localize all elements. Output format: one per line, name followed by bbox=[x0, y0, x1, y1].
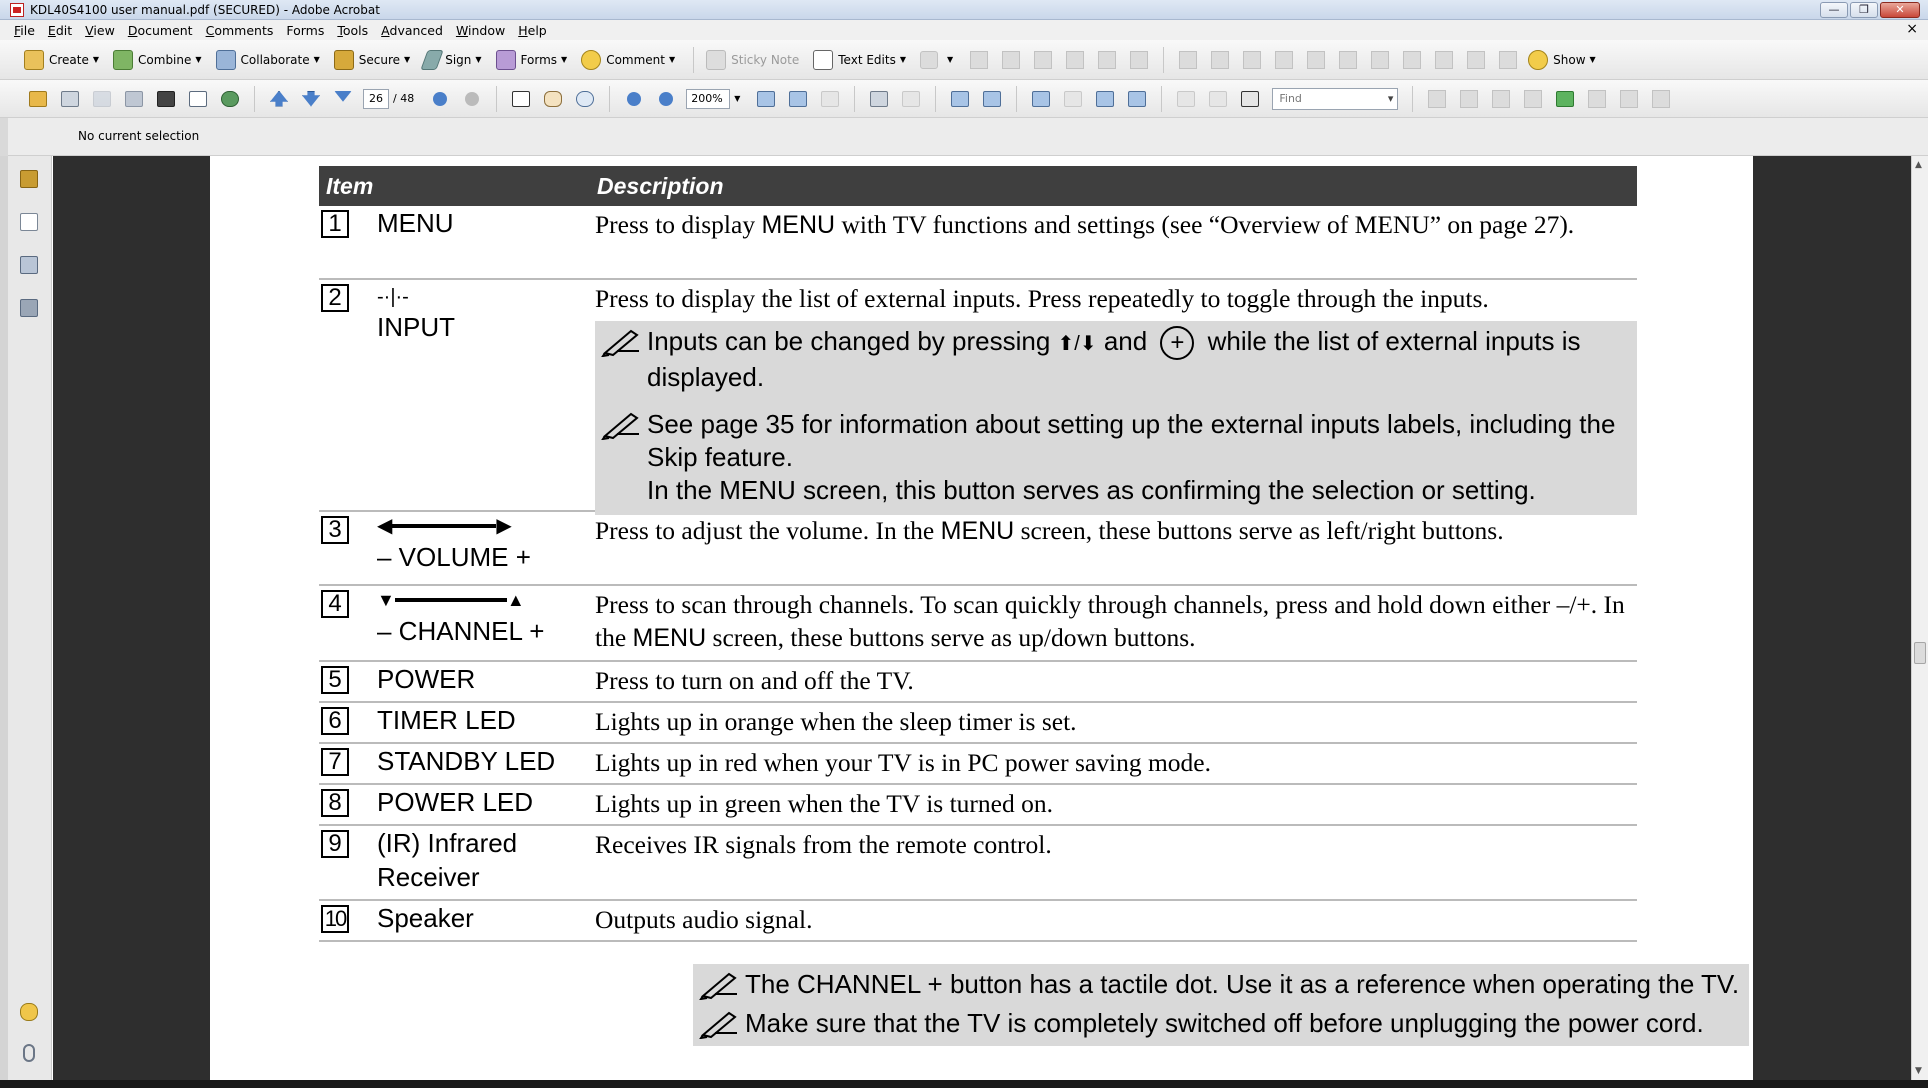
text-correction-button[interactable] bbox=[966, 47, 992, 73]
next-view-button[interactable] bbox=[459, 86, 485, 112]
lock-icon bbox=[334, 50, 354, 70]
polygon-button[interactable] bbox=[1431, 47, 1457, 73]
full-screen-button[interactable] bbox=[979, 86, 1005, 112]
rotate-button[interactable] bbox=[947, 86, 973, 112]
comment-bubble-icon bbox=[581, 50, 601, 70]
item-number: 8 bbox=[321, 789, 349, 817]
item-number: 1 bbox=[321, 210, 349, 238]
item-number: 9 bbox=[321, 830, 349, 858]
item-description: Outputs audio signal. bbox=[595, 905, 813, 934]
dropdown-caret-icon: ▼ bbox=[313, 55, 320, 64]
single-page-icon bbox=[1032, 91, 1050, 107]
copy-button[interactable] bbox=[1648, 86, 1674, 112]
status-bar bbox=[0, 118, 1928, 156]
dropdown-caret-icon: ▼ bbox=[668, 55, 676, 64]
item-description: Press to display the list of external inputs. Press repeatedly to toggle through the inputs. bbox=[595, 284, 1489, 313]
rectangle-icon bbox=[1339, 51, 1357, 69]
snapshot-icon bbox=[902, 91, 920, 107]
select-tool-button[interactable] bbox=[508, 86, 534, 112]
redo-button[interactable] bbox=[1616, 86, 1642, 112]
text-edits-button[interactable]: Text Edits ▼ bbox=[809, 46, 910, 74]
next-view-icon bbox=[465, 92, 479, 106]
touchup-icon bbox=[1524, 90, 1542, 108]
volume-arrows-icon: ◀ ▶ bbox=[377, 515, 512, 537]
bookmark-icon bbox=[20, 256, 38, 274]
up-down-arrows-icon: ⬆/⬇ bbox=[1057, 333, 1097, 355]
item-description: Lights up in orange when the sleep timer is set. bbox=[595, 707, 1077, 736]
toolbar-separator bbox=[1163, 47, 1164, 73]
pages-icon bbox=[20, 213, 38, 231]
single-continuous-button[interactable] bbox=[1060, 86, 1086, 112]
toolbar-separator bbox=[1412, 86, 1413, 112]
cloud-button[interactable] bbox=[1239, 47, 1265, 73]
hand-icon bbox=[544, 91, 562, 107]
menu-bar bbox=[0, 20, 1928, 40]
dropdown-caret-icon: ▼ bbox=[899, 55, 906, 64]
crop-icon bbox=[1460, 90, 1478, 108]
scrollbar-thumb[interactable] bbox=[1914, 642, 1926, 664]
item-name: POWER LED bbox=[377, 787, 534, 817]
arrow-up-icon bbox=[270, 91, 288, 107]
continuous-page-icon bbox=[1064, 91, 1082, 107]
dropdown-caret-icon: ▼ bbox=[195, 55, 202, 64]
dropdown-caret-icon: ▼ bbox=[475, 55, 482, 64]
note-box bbox=[595, 321, 1637, 398]
note-pen-icon bbox=[601, 410, 641, 440]
item-description: Lights up in green when the TV is turned on. bbox=[595, 789, 1053, 818]
zoom-level-input[interactable]: 200% bbox=[686, 89, 730, 109]
insert-pages-icon bbox=[1177, 91, 1195, 107]
eraser-button[interactable] bbox=[1094, 47, 1120, 73]
pages-panel-button[interactable] bbox=[18, 211, 40, 233]
attach-button[interactable] bbox=[121, 86, 147, 112]
toolbar-separator bbox=[496, 86, 497, 112]
note-text: See page 35 for information about setting up the external inputs labels, including the Skip feature. In the MENU screen, this button serves as confirming the selection or setting. bbox=[647, 409, 1616, 505]
table-row bbox=[319, 901, 1637, 942]
footnote-item bbox=[693, 964, 1749, 1005]
item-number: 4 bbox=[321, 590, 349, 618]
crop-button[interactable] bbox=[1456, 86, 1482, 112]
lock-icon bbox=[20, 170, 38, 188]
footnote-text: The CHANNEL + button has a tactile dot. Use it as a reference when operating the TV. bbox=[745, 969, 1740, 999]
combine-button[interactable]: Combine ▼ bbox=[109, 46, 206, 74]
secure-button[interactable]: Secure ▼ bbox=[330, 46, 414, 74]
signature-icon bbox=[20, 299, 38, 317]
pdf-page bbox=[210, 156, 1753, 1080]
pencil-icon bbox=[1066, 51, 1084, 69]
extract-pages-button[interactable] bbox=[1205, 86, 1231, 112]
item-description: Press to adjust the volume. In the MENU screen, these buttons serve as left/right buttons. bbox=[595, 516, 1504, 545]
dropdown-caret-icon: ▼ bbox=[92, 55, 100, 64]
save-button[interactable] bbox=[89, 86, 115, 112]
snapshot-button[interactable] bbox=[898, 86, 924, 112]
left-edge-strip bbox=[0, 156, 8, 1080]
item-name: TIMER LED bbox=[377, 705, 516, 735]
window-controls bbox=[1820, 2, 1920, 18]
rotate-icon bbox=[951, 91, 969, 107]
oval-button[interactable] bbox=[1367, 47, 1393, 73]
toolbar-separator bbox=[254, 86, 255, 112]
fit-width-icon bbox=[789, 91, 807, 107]
pencil-draw-button[interactable] bbox=[1463, 47, 1489, 73]
item-description: Press to display MENU with TV functions and settings (see “Overview of MENU” on page 27). bbox=[595, 210, 1575, 239]
item-name: Speaker bbox=[377, 903, 474, 933]
tasks-toolbar bbox=[0, 40, 1928, 80]
footnote-item bbox=[693, 1005, 1749, 1046]
note-box bbox=[595, 398, 1637, 515]
navigation-toolbar bbox=[0, 80, 1928, 118]
text-box-icon bbox=[1179, 51, 1197, 69]
callout-icon bbox=[1034, 51, 1052, 69]
footnote-box bbox=[693, 964, 1749, 1046]
search-button[interactable] bbox=[153, 86, 179, 112]
extract-pages-icon bbox=[1209, 91, 1227, 107]
globe-icon bbox=[221, 91, 239, 107]
table-row bbox=[319, 785, 1637, 826]
toolbar-separator bbox=[1016, 86, 1017, 112]
binoculars-icon bbox=[157, 91, 175, 107]
menu-document[interactable]: Document bbox=[127, 22, 193, 38]
table-header bbox=[319, 166, 1637, 206]
open-button[interactable] bbox=[25, 86, 51, 112]
menu-window[interactable]: Window bbox=[455, 22, 506, 38]
menu-help[interactable]: Help bbox=[518, 22, 547, 38]
line-button[interactable] bbox=[1207, 47, 1233, 73]
dropdown-caret-icon: ▼ bbox=[1589, 55, 1596, 64]
next-page-button[interactable] bbox=[298, 86, 324, 112]
item-number: 7 bbox=[321, 748, 349, 776]
two-up-continuous-button[interactable] bbox=[1124, 86, 1150, 112]
pen-icon bbox=[421, 50, 444, 70]
item-description: Receives IR signals from the remote control. bbox=[595, 830, 1052, 859]
stamp-button[interactable] bbox=[916, 46, 957, 74]
scroll-down-icon[interactable]: ▼ bbox=[1915, 1066, 1922, 1076]
title-bar bbox=[0, 0, 1928, 20]
polygon-icon bbox=[1435, 51, 1453, 69]
full-screen-icon bbox=[983, 91, 1001, 107]
note-text: Inputs can be changed by pressing ⬆/⬇ and + while the list of external inputs is displayed. bbox=[647, 326, 1581, 392]
menu-edit[interactable]: Edit bbox=[47, 22, 73, 38]
two-up-continuous-icon bbox=[1128, 91, 1146, 107]
arrow-button[interactable] bbox=[1271, 47, 1297, 73]
sticky-note-icon bbox=[706, 50, 726, 70]
footnote-text: Make sure that the TV is completely switched off before unplugging the power cord. bbox=[745, 1008, 1704, 1038]
typewriter-button[interactable] bbox=[866, 86, 892, 112]
touchup-button[interactable] bbox=[1520, 86, 1546, 112]
rectangle-button[interactable] bbox=[1335, 47, 1361, 73]
comment-show-icon bbox=[1528, 50, 1548, 70]
eraser-icon bbox=[1098, 51, 1116, 69]
arrow-down-icon bbox=[302, 91, 320, 107]
zoom-dropdown-icon[interactable]: ▼ bbox=[734, 94, 741, 103]
table-row bbox=[319, 206, 1637, 280]
toolbar-separator bbox=[693, 47, 694, 73]
link-button[interactable] bbox=[1488, 86, 1514, 112]
menu-file[interactable]: File bbox=[14, 22, 35, 38]
zoom-in-button[interactable] bbox=[653, 86, 679, 112]
channel-arrows-icon: ▼ ▲ bbox=[377, 590, 525, 610]
table-row bbox=[319, 826, 1637, 901]
text-correction-icon bbox=[970, 51, 988, 69]
item-description: Lights up in red when your TV is in PC power saving mode. bbox=[595, 748, 1211, 777]
single-page-button[interactable] bbox=[1028, 86, 1054, 112]
security-settings-button[interactable] bbox=[18, 168, 40, 190]
item-number: 3 bbox=[321, 516, 349, 544]
comment-button[interactable]: Comment ▼ bbox=[577, 46, 679, 74]
read-mode-button[interactable] bbox=[1237, 86, 1263, 112]
pencil-draw-icon bbox=[1467, 51, 1485, 69]
polyline-icon bbox=[1403, 51, 1421, 69]
two-up-button[interactable] bbox=[1092, 86, 1118, 112]
item-name: ▼ ▲ – CHANNEL + bbox=[351, 586, 569, 660]
email-button[interactable] bbox=[185, 86, 211, 112]
cursor-icon bbox=[512, 91, 530, 107]
bookmarks-panel-button[interactable] bbox=[18, 254, 40, 276]
paperclip-icon bbox=[23, 1044, 35, 1062]
fit-page-button[interactable] bbox=[817, 86, 843, 112]
zoom-out-icon bbox=[627, 92, 641, 106]
combine-icon bbox=[113, 50, 133, 70]
table-row bbox=[319, 512, 1637, 586]
create-icon bbox=[24, 50, 44, 70]
spell-check-button[interactable] bbox=[1552, 86, 1578, 112]
forms-button[interactable]: Forms ▼ bbox=[492, 46, 572, 74]
note-pen-icon bbox=[601, 327, 641, 357]
pencil-eraser-icon bbox=[1499, 51, 1517, 69]
document-viewport[interactable] bbox=[53, 156, 1911, 1080]
dropdown-caret-icon: ▼ bbox=[404, 55, 411, 64]
last-page-icon bbox=[334, 91, 352, 107]
fit-width-button[interactable] bbox=[785, 86, 811, 112]
page-number-input[interactable]: 26 bbox=[363, 89, 389, 109]
pencil-button[interactable] bbox=[1062, 47, 1088, 73]
zoom-in-icon bbox=[659, 92, 673, 106]
hand-tool-button[interactable] bbox=[540, 86, 566, 112]
pencil-eraser-button[interactable] bbox=[1495, 47, 1521, 73]
callout-button[interactable] bbox=[1030, 47, 1056, 73]
toolbar-separator bbox=[854, 86, 855, 112]
save-icon bbox=[93, 91, 111, 107]
attach-file-button[interactable] bbox=[1126, 47, 1152, 73]
input-symbol-icon: -·|·- bbox=[377, 286, 409, 308]
selection-status: No current selection bbox=[78, 129, 200, 143]
previous-page-button[interactable] bbox=[266, 86, 292, 112]
minimize-button[interactable]: — bbox=[1820, 2, 1848, 18]
printer-icon bbox=[61, 91, 79, 107]
highlight-button[interactable] bbox=[998, 47, 1024, 73]
menu-comments[interactable]: Comments bbox=[205, 22, 274, 38]
collaborate-button[interactable]: Collaborate ▼ bbox=[212, 46, 324, 74]
table-row bbox=[319, 662, 1637, 703]
insert-pages-button[interactable] bbox=[1173, 86, 1199, 112]
maximize-button[interactable]: ❐ bbox=[1850, 2, 1878, 18]
forms-icon bbox=[496, 50, 516, 70]
note-pen-icon bbox=[699, 1009, 739, 1039]
menu-forms[interactable]: Forms bbox=[286, 22, 325, 38]
item-name: POWER bbox=[377, 664, 476, 694]
item-number: 6 bbox=[321, 707, 349, 735]
menu-view[interactable]: View bbox=[85, 22, 115, 38]
enter-button-icon: + bbox=[1160, 326, 1194, 360]
polyline-button[interactable] bbox=[1399, 47, 1425, 73]
window-title: KDL40S4100 user manual.pdf (SECURED) - Adobe Acrobat bbox=[30, 2, 380, 17]
attachments-panel-button[interactable] bbox=[18, 1042, 40, 1064]
line-icon bbox=[1307, 51, 1325, 69]
note-pen-icon bbox=[699, 970, 739, 1000]
comments-icon bbox=[20, 1003, 38, 1021]
oval-icon bbox=[1371, 51, 1389, 69]
two-up-icon bbox=[1096, 91, 1114, 107]
previous-view-icon bbox=[433, 92, 447, 106]
toolbar-separator bbox=[935, 86, 936, 112]
item-description: Press to scan through channels. To scan quickly through channels, press and hold down either –/+. In the MENU screen, these buttons serve as up/down buttons. bbox=[595, 590, 1625, 652]
close-window-button[interactable]: ✕ bbox=[1880, 2, 1920, 18]
table-row bbox=[319, 586, 1637, 662]
fit-page-icon bbox=[821, 91, 839, 107]
bottom-edge bbox=[0, 1080, 1928, 1088]
highlight-icon bbox=[1002, 51, 1020, 69]
vertical-scrollbar[interactable] bbox=[1911, 156, 1928, 1080]
table-row bbox=[319, 280, 1637, 512]
table-row bbox=[319, 703, 1637, 744]
paperclip-icon bbox=[125, 91, 143, 107]
zoom-out-button[interactable] bbox=[621, 86, 647, 112]
read-mode-icon bbox=[1241, 91, 1259, 107]
select-object-icon bbox=[1428, 90, 1446, 108]
item-name: -·|·- INPUT bbox=[351, 280, 569, 510]
item-description: Press to turn on and off the TV. bbox=[595, 666, 914, 695]
header-description: Description bbox=[597, 172, 724, 199]
controls-table bbox=[319, 166, 1637, 942]
item-description-block bbox=[569, 280, 1637, 510]
dropdown-caret-icon: ▼ bbox=[946, 55, 954, 64]
redo-icon bbox=[1620, 90, 1638, 108]
print-button[interactable] bbox=[57, 86, 83, 112]
collaborate-online-button[interactable] bbox=[217, 86, 243, 112]
item-number: 10 bbox=[321, 905, 349, 933]
folder-icon bbox=[29, 91, 47, 107]
scroll-up-icon[interactable]: ▲ bbox=[1915, 160, 1922, 170]
text-box-button[interactable] bbox=[1175, 47, 1201, 73]
previous-view-button[interactable] bbox=[427, 86, 453, 112]
spell-check-icon bbox=[1556, 91, 1574, 107]
show-button[interactable]: Show ▼ bbox=[1524, 46, 1600, 74]
header-item: Item bbox=[326, 172, 374, 199]
straight-line-button[interactable] bbox=[1303, 47, 1329, 73]
toolbar-separator bbox=[609, 86, 610, 112]
navigation-pane bbox=[8, 156, 52, 1080]
acrobat-app-icon bbox=[10, 3, 24, 17]
dropdown-caret-icon: ▼ bbox=[561, 55, 568, 64]
sticky-note-button[interactable]: Sticky Note bbox=[702, 46, 803, 74]
attach-icon bbox=[1130, 51, 1148, 69]
table-row bbox=[319, 744, 1637, 785]
link-icon bbox=[1492, 90, 1510, 108]
sign-button[interactable]: Sign ▼ bbox=[420, 46, 485, 74]
item-name: ◀ ▶ – VOLUME + bbox=[351, 512, 569, 584]
undo-button[interactable] bbox=[1584, 86, 1610, 112]
copy-icon bbox=[1652, 90, 1670, 108]
create-button[interactable]: Create ▼ bbox=[20, 46, 103, 74]
menu-advanced[interactable]: Advanced bbox=[381, 22, 443, 38]
item-number: 2 bbox=[321, 284, 349, 312]
find-input[interactable]: Find ▾ bbox=[1272, 88, 1398, 110]
text-edit-icon bbox=[813, 50, 833, 70]
typewriter-icon bbox=[870, 91, 888, 107]
actual-size-icon bbox=[757, 91, 775, 107]
magnifier-icon bbox=[576, 91, 594, 107]
toolbar-separator bbox=[1161, 86, 1162, 112]
envelope-icon bbox=[189, 91, 207, 107]
actual-size-button[interactable] bbox=[753, 86, 779, 112]
item-name: STANDBY LED bbox=[377, 746, 556, 776]
collaborate-icon bbox=[216, 50, 236, 70]
close-document-button[interactable]: × bbox=[1906, 21, 1918, 37]
status-left-strip bbox=[0, 118, 8, 156]
signatures-panel-button[interactable] bbox=[18, 297, 40, 319]
marquee-zoom-button[interactable] bbox=[572, 86, 598, 112]
lines-icon bbox=[1211, 51, 1229, 69]
item-number: 5 bbox=[321, 666, 349, 694]
menu-tools[interactable]: Tools bbox=[337, 22, 369, 38]
last-page-button[interactable] bbox=[330, 86, 356, 112]
arrow-icon bbox=[1275, 51, 1293, 69]
item-name: MENU bbox=[377, 208, 454, 238]
undo-icon bbox=[1588, 90, 1606, 108]
select-object-button[interactable] bbox=[1424, 86, 1450, 112]
comments-panel-button[interactable] bbox=[18, 1001, 40, 1023]
cloud-icon bbox=[1243, 51, 1261, 69]
page-total: / 48 bbox=[393, 92, 415, 105]
item-name: (IR) Infrared Receiver bbox=[377, 828, 518, 892]
stamp-icon bbox=[920, 51, 938, 69]
